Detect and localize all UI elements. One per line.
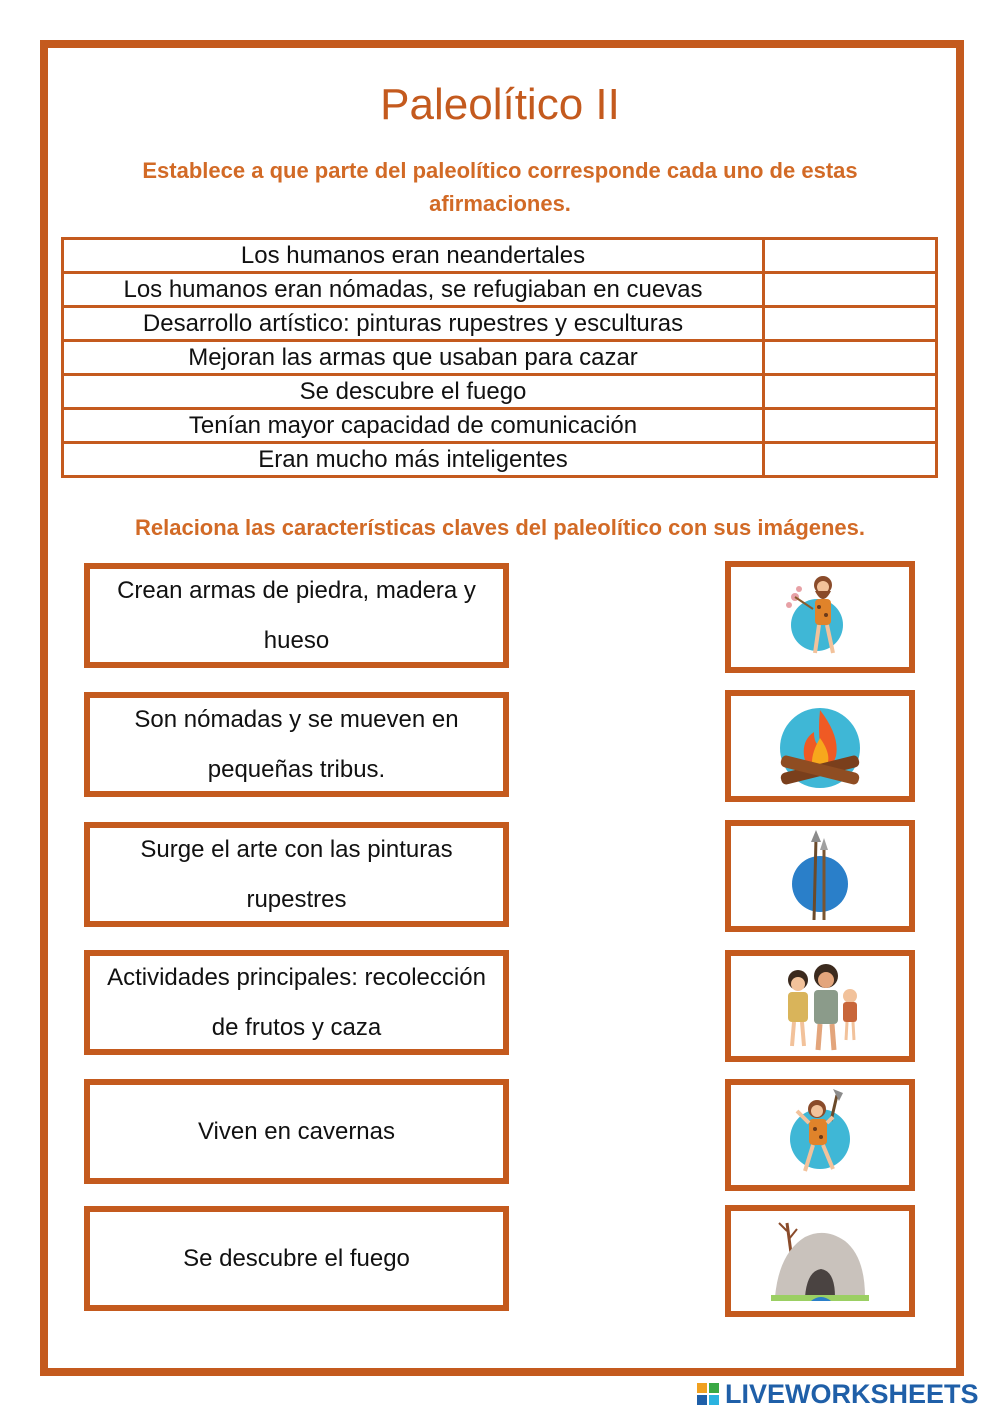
match-image-box[interactable]	[725, 820, 915, 932]
table-row	[63, 239, 937, 273]
answer-cell[interactable]	[764, 375, 937, 409]
card-text: Crean armas de piedra, madera y hueso	[117, 576, 476, 654]
page-title: Paleolítico II	[380, 80, 620, 129]
match-card-fire[interactable]	[84, 1206, 509, 1311]
match-card-art[interactable]	[84, 822, 509, 927]
statement-cell: Tenían mayor capacidad de comunicación	[63, 409, 764, 443]
statement-cell: Los humanos eran nómadas, se refugiaban en cuevas	[63, 273, 764, 307]
liveworksheets-logo-icon	[697, 1383, 719, 1405]
match-image-box[interactable]	[725, 561, 915, 673]
answer-cell[interactable]	[764, 307, 937, 341]
card-text: Viven en cavernas	[197, 1117, 395, 1145]
card-text: Se descubre el fuego	[183, 1244, 410, 1272]
campfire-icon	[770, 698, 870, 794]
card-text: Actividades principales: recolección de frutos y caza	[107, 963, 486, 1041]
match-card-weapons[interactable]	[84, 563, 509, 668]
answer-cell[interactable]	[764, 341, 937, 375]
statement-cell: Desarrollo artístico: pinturas rupestres y esculturas	[63, 307, 764, 341]
table-row	[63, 409, 937, 443]
table-row	[63, 307, 937, 341]
card-text: Son nómadas y se mueven en pequeñas tribus.	[134, 705, 459, 783]
cave-icon	[765, 1213, 875, 1309]
caveman-painting-icon	[775, 567, 865, 667]
statement-cell: Eran mucho más inteligentes	[63, 443, 764, 477]
statement-cell: Se descubre el fuego	[63, 375, 764, 409]
card-text: Surge el arte con las pinturas rupestres	[140, 835, 453, 913]
instruction-classify: Establece a que parte del paleolítico corresponde cada uno de estas afirmaciones.	[142, 158, 858, 216]
answer-cell[interactable]	[764, 239, 937, 273]
caveman-hunter-icon	[775, 1087, 865, 1183]
answer-cell[interactable]	[764, 443, 937, 477]
answer-cell[interactable]	[764, 409, 937, 443]
statement-cell: Mejoran las armas que usaban para cazar	[63, 341, 764, 375]
statement-cell: Los humanos eran neandertales	[63, 239, 764, 273]
tribe-family-icon	[770, 956, 870, 1056]
table-row	[63, 375, 937, 409]
spears-icon	[780, 828, 860, 924]
match-card-nomads[interactable]	[84, 692, 509, 797]
instruction-match: Relaciona las características claves del paleolítico con sus imágenes.	[134, 515, 866, 540]
statements-table	[61, 237, 938, 478]
table-row	[63, 341, 937, 375]
footer-brand	[697, 1380, 979, 1408]
match-card-caves[interactable]	[84, 1079, 509, 1184]
table-row	[63, 443, 937, 477]
match-image-box[interactable]	[725, 950, 915, 1062]
match-image-box[interactable]	[725, 690, 915, 802]
answer-cell[interactable]	[764, 273, 937, 307]
brand-name: LIVEWORKSHEETS	[725, 1378, 979, 1409]
match-image-box[interactable]	[725, 1205, 915, 1317]
table-row	[63, 273, 937, 307]
match-card-activities[interactable]	[84, 950, 509, 1055]
match-image-box[interactable]	[725, 1079, 915, 1191]
